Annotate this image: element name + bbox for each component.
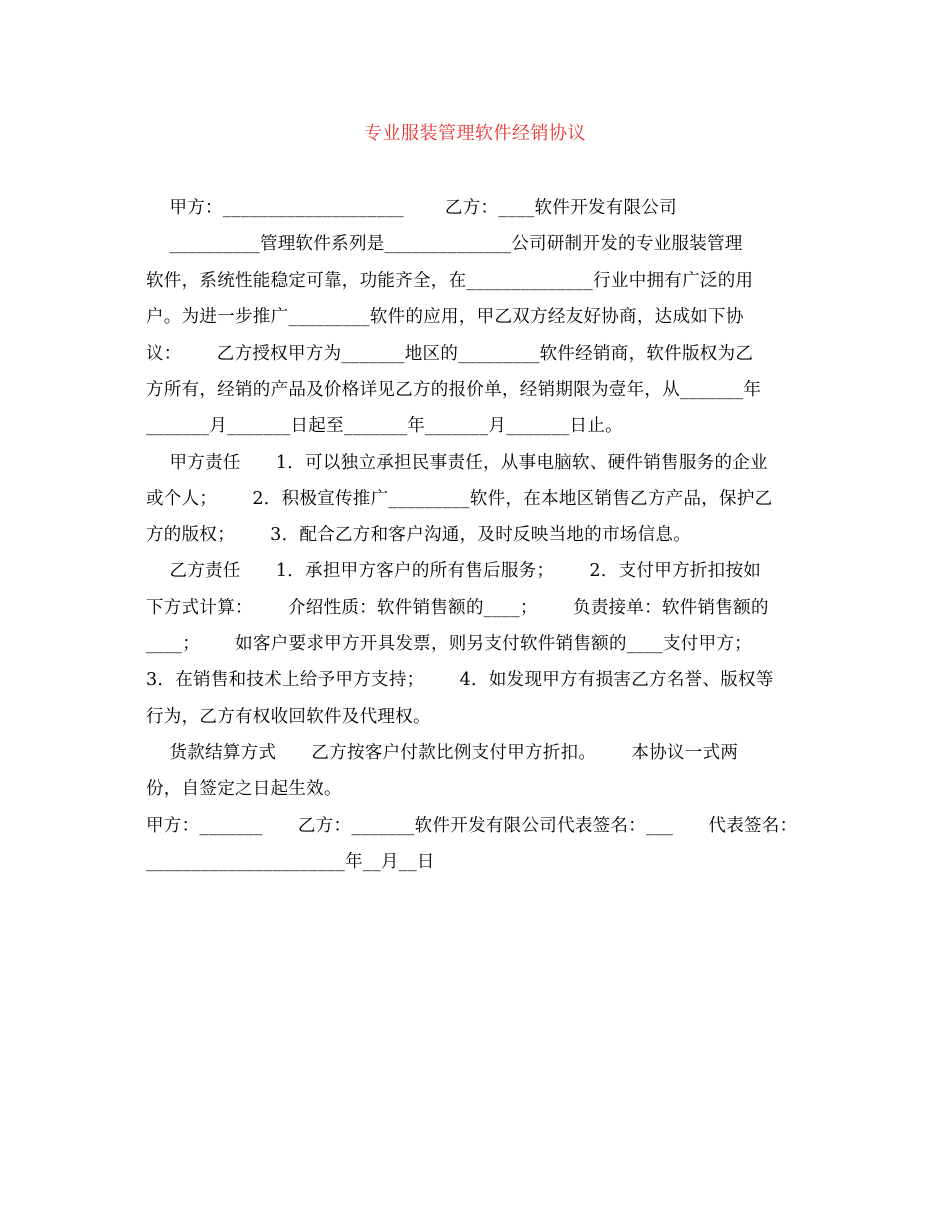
body-line: 或个人； 2．积极宣传推广_________软件，在本地区销售乙方产品，保护乙 [146,489,773,509]
party-line: 甲方：____________________ 乙方：____软件开发有限公司 [146,198,677,218]
signature-line: 甲方：_______ 乙方：_______软件开发有限公司代表签名：___ 代表签名： [146,816,798,836]
body-line: 方所有，经销的产品及价格详见乙方的报价单，经销期限为壹年，从_______年 [146,380,762,400]
body-line: 货款结算方式 乙方按客户付款比例支付甲方折扣。 本协议一式两 [146,743,739,763]
body-line: ____； 如客户要求甲方开具发票，则另支付软件销售额的____支付甲方； [146,634,752,654]
body-line: __________管理软件系列是______________公司研制开发的专业服装管理 [146,234,743,254]
body-line: 下方式计算： 介绍性质：软件销售额的____； 负责接单：软件销售额的 [146,598,769,618]
body-line: _______月_______日起至_______年_______月_______日止。 [146,416,623,436]
body-line: 议： 乙方授权甲方为_______地区的_________软件经销商，软件版权为乙 [146,344,754,364]
document-title: 专业服装管理软件经销协议 [364,123,586,144]
body-line: 份，自签定之日起生效。 [146,779,342,799]
body-line: 行为，乙方有权收回软件及代理权。 [146,707,431,727]
body-line: 3．在销售和技术上给予甲方支持； 4．如发现甲方有损害乙方名誉、版权等 [146,670,774,690]
body-line: 甲方责任 1．可以独立承担民事责任，从事电脑软、硬件销售服务的企业 [146,453,768,473]
body-line: 方的版权； 3．配合乙方和客户沟通，及时反映当地的市场信息。 [146,525,692,545]
body-line: 乙方责任 1．承担甲方客户的所有售后服务； 2．支付甲方折扣按如 [146,561,762,581]
date-line: ______________________年__月__日 [146,852,435,872]
body-line: 户。为进一步推广_________软件的应用，甲乙双方经友好协商，达成如下协 [146,307,744,327]
body-line: 软件，系统性能稳定可靠，功能齐全，在______________行业中拥有广泛的用 [146,271,754,291]
